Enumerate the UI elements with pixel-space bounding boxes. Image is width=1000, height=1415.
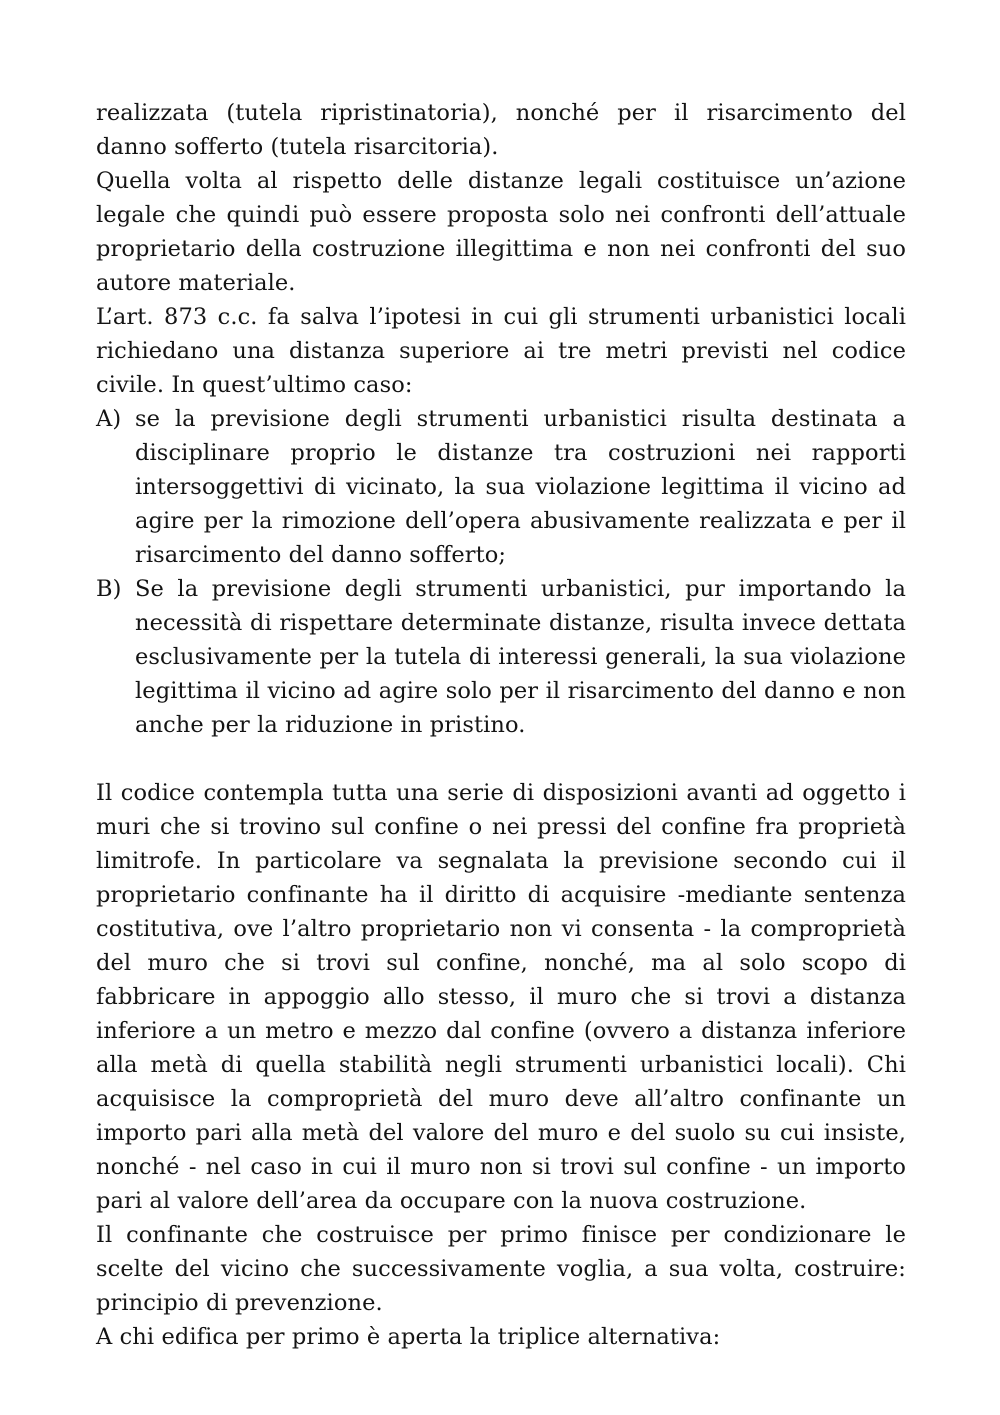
paragraph: realizzata (tutela ripristinatoria), nonché per il risarcimento del danno sofferto (tutela risarcitoria).	[96, 100, 906, 160]
lettered-list	[96, 402, 906, 742]
list-marker: B)	[96, 576, 122, 602]
document-page	[96, 96, 906, 1354]
list-item-text: Se la previsione degli strumenti urbanistici, pur importando la necessità di rispettare determinate distanze, risulta invece dettata esclusivamente per la tutela di interessi generali, la sua violazione legittima il vicino ad agire solo per il risarcimento del danno e non anche per la riduzione in pristino.	[135, 576, 906, 738]
paragraph: Il confinante che costruisce per primo finisce per condizionare le scelte del vicino che successivamente voglia, a sua volta, costruire: principio di prevenzione.	[96, 1222, 906, 1316]
list-item-text: se la previsione degli strumenti urbanistici risulta destinata a disciplinare proprio le distanze tra costruzioni nei rapporti intersoggettivi di vicinato, la sua violazione legittima il vicino ad agire per la rimozione dell’opera abusivamente realizzata e per il risarcimento del danno sofferto;	[135, 406, 906, 568]
paragraph: L’art. 873 c.c. fa salva l’ipotesi in cui gli strumenti urbanistici locali richiedano una distanza superiore ai tre metri previsti nel codice civile. In quest’ultimo caso:	[96, 304, 906, 398]
list-item	[96, 572, 906, 742]
paragraph: Quella volta al rispetto delle distanze legali costituisce un’azione legale che quindi può essere proposta solo nei confronti dell’attuale proprietario della costruzione illegittima e non nei confronti del suo autore materiale.	[96, 168, 906, 296]
paragraph: Il codice contempla tutta una serie di disposizioni avanti ad oggetto i muri che si trovino sul confine o nei pressi del confine fra proprietà limitrofe. In particolare va segnalata la previsione secondo cui il proprietario confinante ha il diritto di acquisire -mediante sentenza costitutiva, ove l’altro proprietario non vi consenta - la comproprietà del muro che si trovi sul confine, nonché, ma al solo scopo di fabbricare in appoggio allo stesso, il muro che si trovi a distanza inferiore a un metro e mezzo dal confine (ovvero a distanza inferiore alla metà di quella stabilità negli strumenti urbanistici locali). Chi acquisisce la comproprietà del muro deve all’altro confinante un importo pari alla metà del valore del muro e del suolo su cui insiste, nonché - nel caso in cui il muro non si trovi sul confine - un importo pari al valore dell’area da occupare con la nuova costruzione.	[96, 780, 906, 1214]
paragraph: A chi edifica per primo è aperta la triplice alternativa:	[96, 1324, 721, 1350]
paragraph-spacer	[96, 742, 906, 776]
list-item	[96, 402, 906, 572]
list-marker: A)	[96, 406, 122, 432]
